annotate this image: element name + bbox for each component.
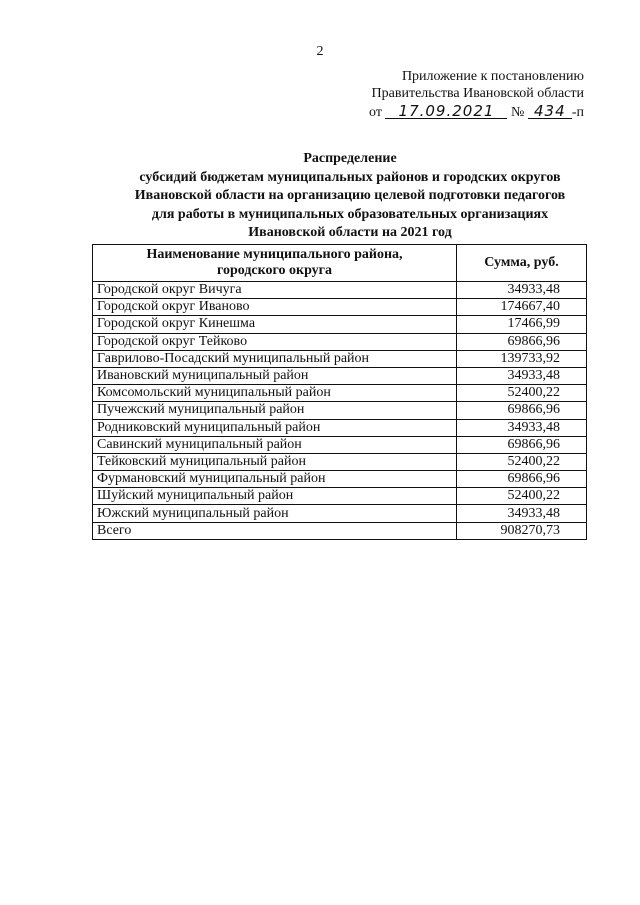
header-amount: Сумма, руб. [457,245,587,282]
table-row [93,505,587,522]
number-suffix: -п [571,105,584,120]
document-title [0,150,640,243]
title-line-1: Распределение [303,151,397,166]
row-name: Городской округ Тейково [93,333,457,350]
table-row [93,299,587,316]
subsidy-table [92,244,587,540]
row-name: Комсомольский муниципальный район [93,385,457,402]
row-name: Ивановский муниципальный район [93,367,457,384]
row-name: Шуйский муниципальный район [93,488,457,505]
table-row [93,367,587,384]
row-amount: 34933,48 [457,367,587,384]
title-line-3: Ивановской области на организацию целевой подготовки педагогов [134,188,566,203]
row-amount: 34933,48 [457,282,587,299]
appendix-dateline [369,104,584,121]
title-line-5: Ивановской области на 2021 год [248,225,452,240]
table-row [93,385,587,402]
total-amount: 908270,73 [457,522,587,539]
table-header-row [93,245,587,282]
table-row [93,282,587,299]
table-row [93,471,587,488]
row-amount: 34933,48 [457,419,587,436]
table-row [93,350,587,367]
table-row [93,402,587,419]
row-amount: 69866,96 [457,436,587,453]
row-name: Родниковский муниципальный район [93,419,457,436]
header-name-line-1: Наименование муниципального района, [146,247,403,262]
row-amount: 52400,22 [457,385,587,402]
row-amount: 34933,48 [457,505,587,522]
table-row [93,436,587,453]
appendix-line-1: Приложение к постановлению [401,69,584,84]
table-row [93,453,587,470]
table-row [93,333,587,350]
total-row [93,522,587,539]
number-prefix: № [510,105,525,120]
date-prefix: от [369,105,382,120]
row-name: Пучежский муниципальный район [93,402,457,419]
row-amount: 52400,22 [457,453,587,470]
row-name: Гаврилово-Посадский муниципальный район [93,350,457,367]
row-amount: 69866,96 [457,333,587,350]
title-line-2: субсидий бюджетам муниципальных районов и городских округов [139,169,561,185]
row-amount: 139733,92 [457,350,587,367]
row-name: Городской округ Кинешма [93,316,457,333]
row-amount: 52400,22 [457,488,587,505]
page-number: 2 [316,44,324,59]
row-name: Тейковский муниципальный район [93,453,457,470]
row-name: Южский муниципальный район [93,505,457,522]
title-line-4: для работы в муниципальных образовательных организациях [151,206,549,222]
handwritten-date: 17.09.2021 [385,104,507,119]
row-amount: 69866,96 [457,471,587,488]
table-row [93,488,587,505]
row-amount: 17466,99 [457,316,587,333]
handwritten-number: 434 [528,104,572,119]
appendix-line-2: Правительства Ивановской области [371,86,584,101]
row-name: Фурмановский муниципальный район [93,471,457,488]
appendix-block [369,68,584,121]
total-label: Всего [93,522,457,539]
row-name: Городской округ Иваново [93,299,457,316]
row-name: Савинский муниципальный район [93,436,457,453]
row-amount: 174667,40 [457,299,587,316]
header-name [93,245,457,282]
row-name: Городской округ Вичуга [93,282,457,299]
header-name-line-2: городского округа [216,263,333,278]
row-amount: 69866,96 [457,402,587,419]
table-row [93,316,587,333]
table-row [93,419,587,436]
